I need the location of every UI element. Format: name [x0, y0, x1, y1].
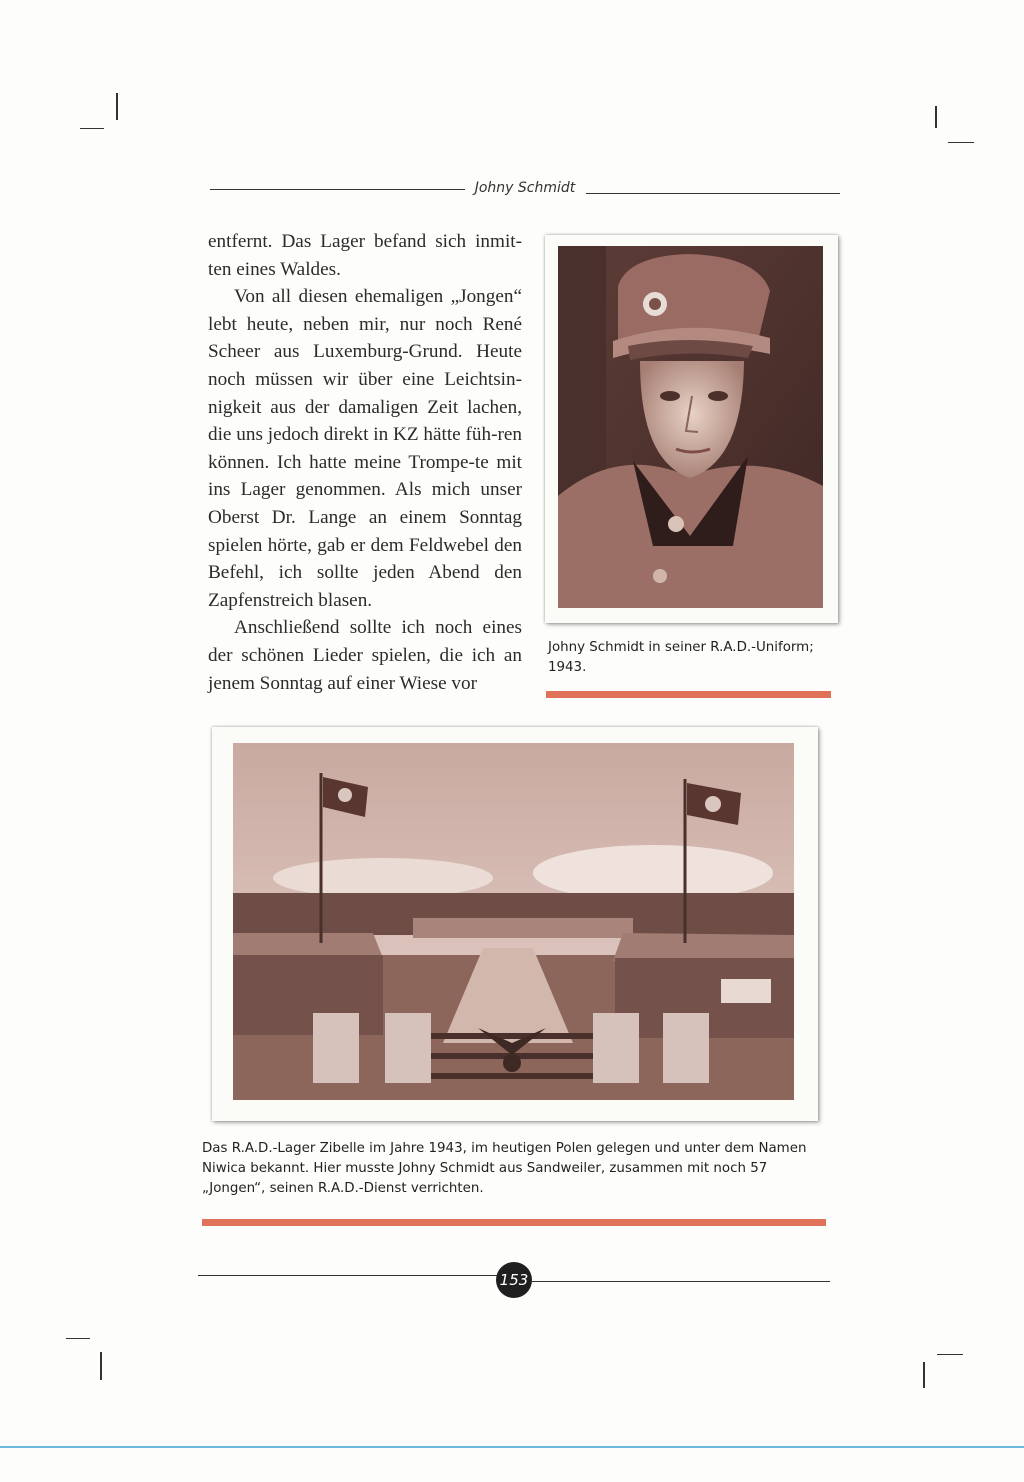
crop-mark	[923, 1362, 925, 1388]
crop-mark	[937, 1354, 963, 1355]
paragraph: Anschließend sollte ich noch eines der schönen Lieder spielen, die ich an jenem Sonntag auf einer Wiese vor	[208, 617, 522, 694]
crop-mark	[80, 128, 104, 129]
footer-rule-left	[198, 1275, 498, 1276]
footer-rule-right	[530, 1281, 830, 1282]
camp-photo-frame	[212, 727, 818, 1121]
caption-divider	[202, 1219, 826, 1226]
crop-mark	[100, 1352, 102, 1380]
crop-mark	[948, 142, 974, 143]
paragraph: entfernt. Das Lager befand sich inmit-ten eines Waldes.	[208, 231, 522, 280]
bottom-blue-rule	[0, 1446, 1024, 1448]
header-rule-left	[210, 189, 465, 190]
paragraph: Von all diesen ehemaligen „Jongen“ lebt heute, neben mir, nur noch René Scheer aus Luxemburg-Grund. Heute noch müssen wir über eine Leichtsin-nigkeit aus der damaligen Zeit lachen, die uns jedoch direkt in KZ hätte füh-ren können. Ich hatte meine Trompe-te mit ins Lager genommen. Als mich unser Oberst Dr. Lange an einem Sonntag spielen hörte, gab er dem Feldwebel den Befehl, ich sollte jeden Abend den Zapfenstreich blasen.	[208, 286, 522, 611]
portrait-photo	[558, 246, 823, 608]
caption-divider	[546, 691, 831, 698]
crop-mark	[935, 106, 937, 128]
running-header-author: Johny Schmidt	[474, 180, 576, 196]
body-text-column	[208, 228, 522, 697]
portrait-photo-frame	[545, 235, 838, 623]
crop-mark	[116, 93, 118, 120]
camp-caption: Das R.A.D.-Lager Zibelle im Jahre 1943, im heutigen Polen gelegen und unter dem Namen Niwica bekannt. Hier musste Johny Schmidt aus Sandweiler, zusammen mit noch 57 „Jongen“, seinen R.A.D.-Dienst verrichten.	[202, 1141, 807, 1196]
crop-mark	[66, 1338, 90, 1339]
page-number: 153	[496, 1262, 532, 1298]
portrait-caption: Johny Schmidt in seiner R.A.D.-Uniform; 1943.	[548, 640, 814, 675]
camp-photo	[233, 743, 794, 1100]
header-rule-right	[586, 193, 840, 194]
